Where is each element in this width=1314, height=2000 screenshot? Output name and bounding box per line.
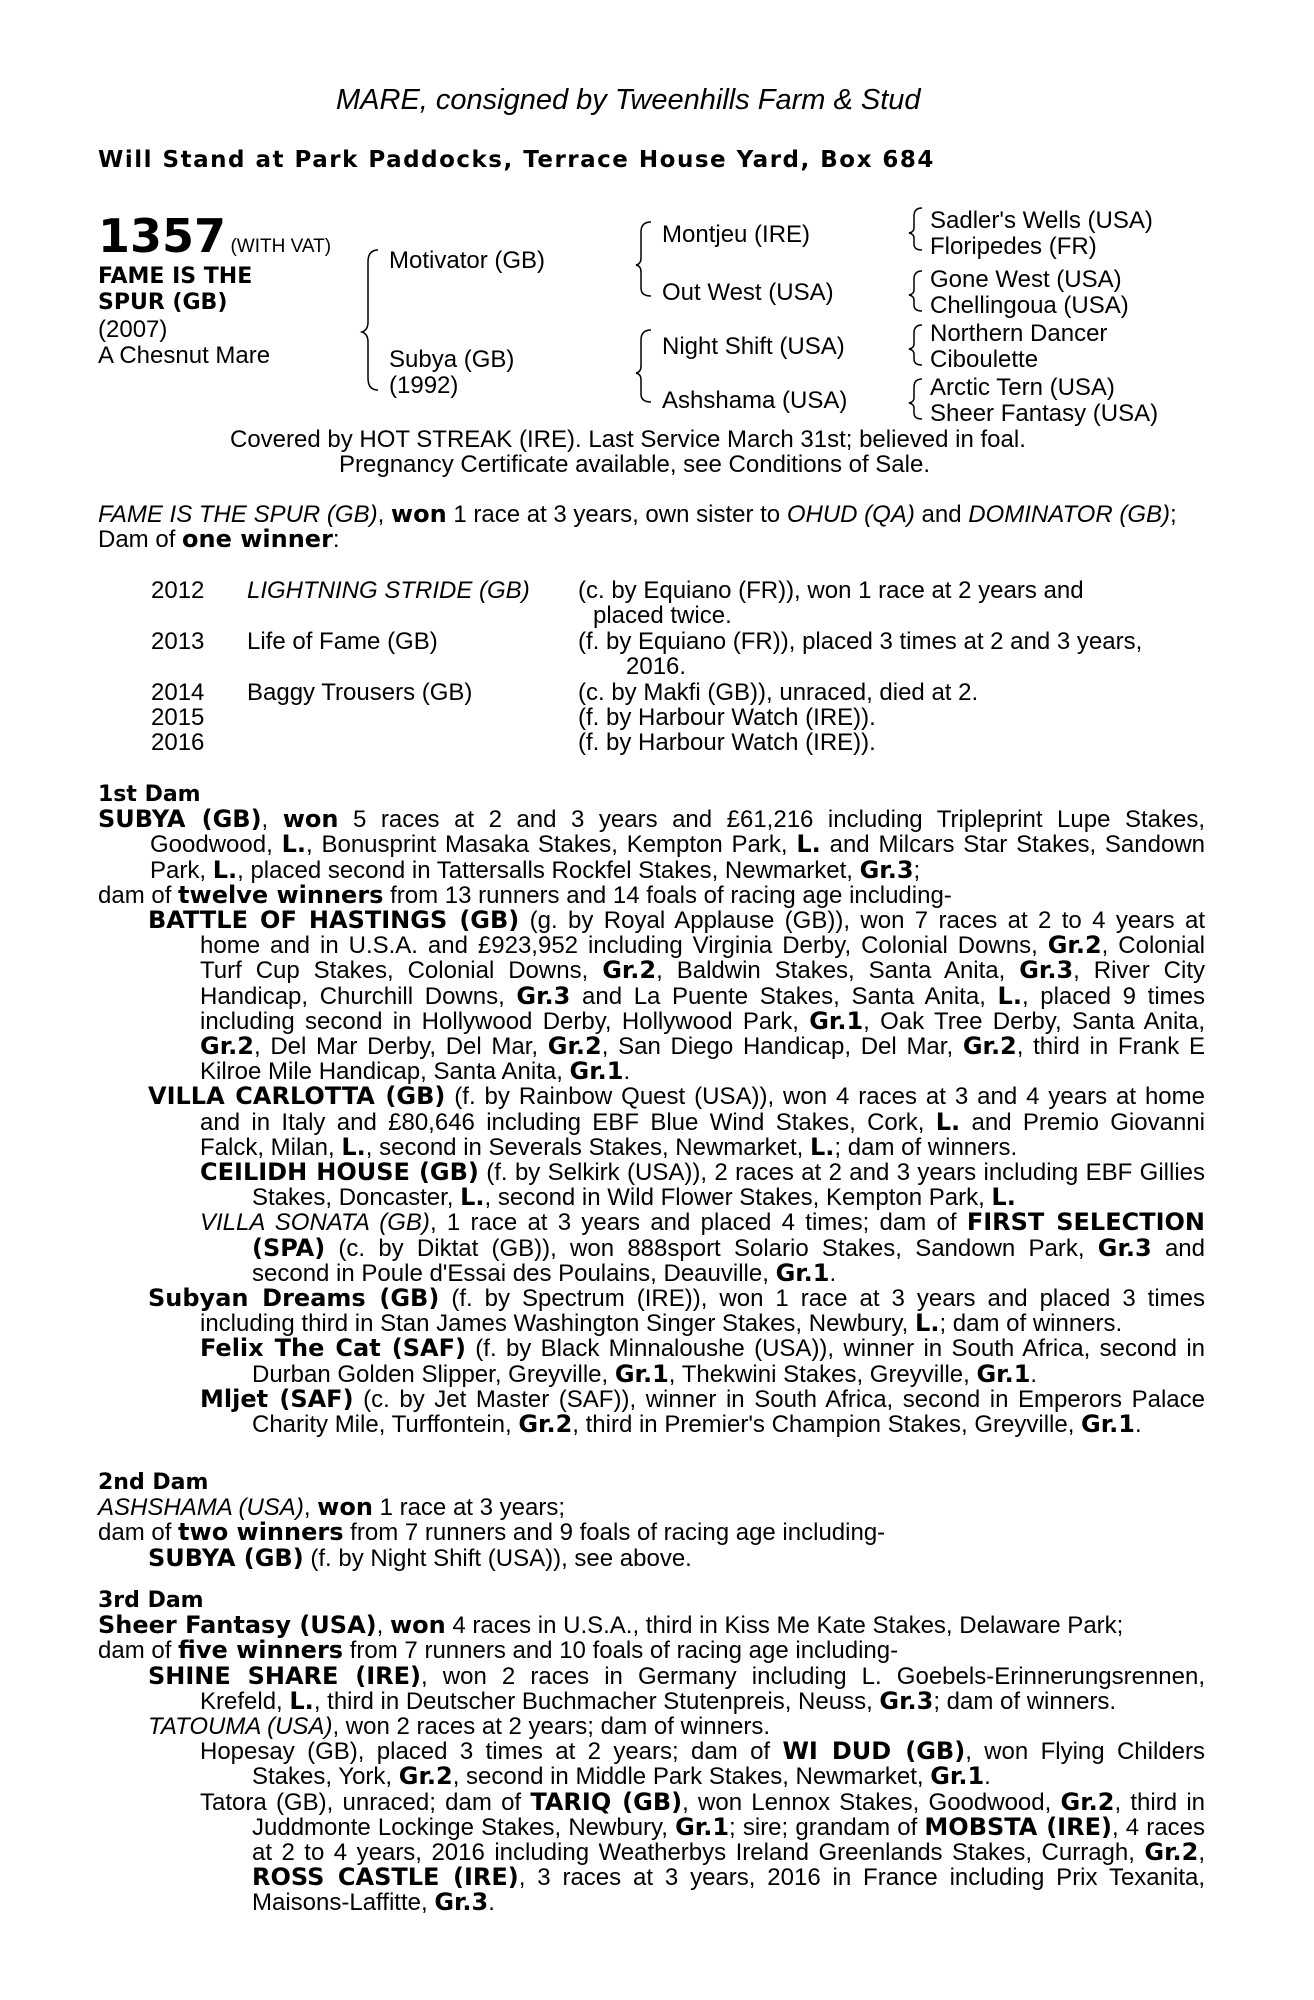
first-dam-section: 1st Dam SUBYA (GB), won 5 races at 2 and 3 years and £61,216 including Tripleprint Lupe Stakes, Goodwood, L., Bonusprint Masaka Stakes, Kempton Park, L. and Milcars Star Stakes, Sandown Park, L., placed second in Tattersalls Rockfel Stakes, Newmarket, Gr.3; dam of twelve winners from 13 runners and 14 foals of racing age including- BATTLE OF HASTINGS (GB) (g. by Royal Applause (GB)), won 7 races at 2 to 4 years at home and in U.S.A. and £923,952 including Virginia Derby, Colonial Downs, Gr.2, Colonial Turf Cup Stakes, Colonial Downs, Gr.2, Baldwin Stakes, Santa Anita, Gr.3, River City Handicap, Churchill Downs, Gr.3 and La Puente Stakes, Santa Anita, L., placed 9 times including second in Hollywood Derby, Hollywood Park, Gr.1, Oak Tree Derby, Santa Anita, Gr.2, Del Mar Derby, Del Mar, Gr.2, San Diego Handicap, Del Mar, Gr.2, third in Frank E Kilroe Mile Handicap, Santa Anita, Gr.1. VILLA CARLOTTA (GB) (f. by Rainbow Quest (USA)), won 4 races at 3 and 4 years at home and in Italy and £80,646 including EBF Blue Wind Stakes, Cork, L. and Premio Giovanni Falck, Milan, L., second in Severals Stakes, Newmarket, L.; dam of winners. CEILIDH HOUSE (GB) (f. by Selkirk (USA)), 2 races at 2 and 3 years including EBF Gillies Stakes, Doncaster, L., second in Wild Flower Stakes, Kempton Park, L. VILLA SONATA (GB), 1 race at 3 years and placed 4 times; dam of FIRST SELECTION (SPA) (c. by Diktat (GB)), won 888sport Solario Stakes, Sandown Park, Gr.3 and second in Poule d'Essai des Poulains, Deauville, Gr.1. Subyan Dreams (GB) (f. by Spectrum (IRE)), won 1 race at 3 years and placed 3 times including third in Stan James Washington Singer Stakes, Newbury, L.; dam of winners. Felix The Cat (SAF) (f. by Black Minnaloushe (USA)), winner in South Africa, second in Durban Golden Slipper, Greyville, Gr.1, Thekwini Stakes, Greyville, Gr.1. Mljet (SAF) (c. by Jet Master (SAF)), winner in South Africa, second in Emperors Palace Charity Mile, Turffontein, Gr.2, third in Premier's Champion Stakes, Greyville, Gr.1.: [98, 782, 1206, 1439]
tariq-name: TARIQ (GB): [530, 1787, 683, 1816]
felix-the-cat-name: Felix The Cat (SAF): [200, 1334, 466, 1363]
villa-carlotta-name: VILLA CARLOTTA (GB): [148, 1082, 446, 1111]
subyan-dreams-name: Subyan Dreams (GB): [148, 1284, 440, 1313]
villa-text: (f. by Rainbow Quest (USA)), won 4 races at 3 and 4 years at home and in Italy and £80,646 including EBF Blue Wind Stakes, Cork,: [200, 1083, 1205, 1136]
tatora-text: , 4 races at 2 to 4 years, 2016 including Weatherbys Ireland Greenlands Stakes, Curragh,: [252, 1813, 1205, 1867]
sire: Motivator (GB): [389, 247, 546, 274]
shine-text: , won 2 races in Germany including L. Goebels-Erinnerungsrennen, Krefeld,: [200, 1662, 1205, 1715]
tatora-text: Tatora (GB), unraced; dam of: [200, 1788, 531, 1816]
third-dam-heading: 3rd Dam: [98, 1588, 204, 1613]
grade: Gr.3: [434, 1888, 489, 1917]
tatora-end: .: [488, 1889, 495, 1917]
villa-sonata-name: VILLA SONATA (GB): [200, 1209, 430, 1237]
dam-of-end: :: [332, 526, 340, 554]
progeny-year: 2014: [151, 679, 205, 706]
grade: L.: [997, 981, 1022, 1010]
won-label: won: [390, 500, 447, 528]
tatora-text: , won Lennox Stakes, Goodwood,: [682, 1788, 1061, 1816]
gen4-3: Gone West (USA): [930, 266, 1122, 293]
intro-paragraph: FAME IS THE SPUR (GB), won 1 race at 3 years, own sister to OHUD (QA) and DOMINATOR (GB); Dam of one winner:: [98, 500, 1177, 554]
battle-text: , Baldwin Stakes, Santa Anita,: [656, 957, 1020, 985]
felix-end: .: [1030, 1360, 1038, 1388]
second-dam-section: 2nd Dam ASHSHAMA (USA), won 1 race at 3 years; dam of two winners from 7 runners and 9 foals of racing age including- SUBYA (GB) (f. by Night Shift (USA)), see above.: [98, 1470, 1205, 1571]
battle-of-hastings-name: BATTLE OF HASTINGS (GB): [148, 906, 520, 935]
grade: L.: [281, 830, 306, 859]
hopesay-text: , won Flying Childers Stakes, York,: [252, 1738, 1205, 1791]
grade: Gr.2: [1060, 1787, 1115, 1816]
stand-location: Will Stand at Park Paddocks, Terrace House Yard, Box 684: [98, 147, 935, 173]
horse-description: A Chesnut Mare: [98, 342, 271, 369]
progeny-name: Life of Fame (GB): [247, 628, 438, 655]
ceilidh-house-name: CEILIDH HOUSE (GB): [200, 1158, 479, 1187]
grade: Gr.1: [976, 1359, 1031, 1388]
grade: Gr.2: [200, 1032, 254, 1061]
tatora-text: ,: [1198, 1839, 1205, 1867]
intro-and: and: [914, 501, 969, 528]
vat-note: (WITH VAT): [230, 236, 332, 257]
ashshama-name: ASHSHAMA (USA): [98, 1494, 304, 1522]
battle-text: , Colonial Turf Cup Stakes, Colonial Downs,: [200, 932, 1205, 985]
dam-year: (1992): [389, 372, 459, 399]
ceilidh-text: , second in Wild Flower Stakes, Kempton Park,: [484, 1184, 992, 1212]
covered-line2: Pregnancy Certificate available, see Conditions of Sale.: [339, 451, 930, 478]
grade: Gr.2: [518, 1410, 573, 1439]
gen4-8: Sheer Fantasy (USA): [930, 400, 1159, 427]
progeny-year: 2015: [151, 704, 205, 731]
sire-dam: Out West (USA): [662, 279, 834, 306]
mobsta-name: MOBSTA (IRE): [924, 1812, 1112, 1841]
ceilidh-text: (f. by Selkirk (USA)), 2 races at 2 and 3 years including EBF Gillies Stakes, Doncaster,: [252, 1159, 1205, 1212]
subyan-text: ; dam of winners.: [939, 1310, 1123, 1338]
battle-text: (g. by Royal Applause (GB)), won 7 races at 2 to 4 years at home and in U.S.A. and £923,952 including Virginia Derby, Colonial Downs,: [200, 907, 1205, 960]
subya-text: and Milcars Star Stakes, Sandown Park,: [150, 831, 1205, 884]
grade: Gr.2: [602, 956, 657, 985]
ross-castle-name: ROSS CASTLE (IRE): [252, 1863, 519, 1892]
consignor-title: MARE, consigned by Tweenhills Farm & Stud: [336, 84, 921, 116]
dam: Subya (GB): [389, 346, 515, 373]
gen4-6: Ciboulette: [930, 346, 1039, 373]
covered-line1: Covered by HOT STREAK (IRE). Last Service March 31st; believed in foal.: [230, 426, 1026, 453]
progeny-year: 2016: [151, 729, 205, 756]
dam-sire: Night Shift (USA): [662, 333, 845, 360]
won-label: won: [389, 1611, 446, 1640]
progeny-details: (c. by Equiano (FR)), won 1 race at 2 years and: [578, 577, 1084, 604]
sibling-ohud: OHUD (QA): [786, 501, 915, 528]
grade: L.: [809, 1132, 835, 1161]
wi-dud-name: WI DUD (GB): [782, 1737, 966, 1766]
grade: Gr.1: [1081, 1410, 1135, 1439]
won-label: won: [317, 1493, 373, 1522]
progeny-year: 2012: [151, 577, 205, 604]
battle-text: and La Puente Stakes, Santa Anita,: [570, 982, 998, 1010]
grade: Gr.1: [614, 1359, 669, 1388]
grade: Gr.3: [516, 981, 571, 1010]
intro-text: 1 race at 3 years, own sister to: [446, 501, 787, 528]
gen4-4: Chellingoua (USA): [930, 292, 1129, 319]
won-label: won: [282, 805, 339, 834]
grade: Gr.3: [859, 855, 914, 884]
villa-text: and Premio Giovanni Falck, Milan,: [200, 1108, 1205, 1161]
tatouma-text: , won 2 races at 2 years; dam of winners.: [332, 1713, 770, 1741]
mljet-text: (c. by Jet Master (SAF)), winner in South Africa, second in Emperors Palace Charity Mile, Turffontein,: [252, 1385, 1205, 1439]
grade: Gr.2: [962, 1032, 1017, 1061]
felix-text: , Thekwini Stakes, Greyville,: [668, 1360, 977, 1388]
gen4-2: Floripedes (FR): [930, 233, 1097, 260]
grade: L.: [935, 1107, 961, 1136]
dam-of-text: from 7 runners and 10 foals of racing age including-: [343, 1637, 899, 1665]
subya-name: SUBYA (GB): [148, 1543, 304, 1572]
grade: Gr.1: [775, 1258, 830, 1287]
third-dam-section: 3rd Dam Sheer Fantasy (USA), won 4 races in U.S.A., third in Kiss Me Kate Stakes, Delaware Park; dam of five winners from 7 runners and 10 foals of racing age including- SHINE SHARE (IRE), won 2 races in Germany including L. Goebels-Erinnerungsrennen, Krefeld, L., third in Deutscher Buchmacher Stutenpreis, Neuss, Gr.3; dam of winners. TATOUMA (USA), won 2 races at 2 years; dam of winners. Hopesay (GB), placed 3 times at 2 years; dam of WI DUD (GB), won Flying Childers Stakes, York, Gr.2, second in Middle Park Stakes, Newmarket, Gr.1. Tatora (GB), unraced; dam of TARIQ (GB), won Lennox Stakes, Goodwood, Gr.2, third in Juddmonte Lockinge Stakes, Newbury, Gr.1; sire; grandam of MOBSTA (IRE), 4 races at 2 to 4 years, 2016 including Weatherbys Ireland Greenlands Stakes, Curragh, Gr.2, ROSS CASTLE (IRE), 3 races at 3 years, 2016 in France including Prix Texanita, Maisons-Laffitte, Gr.3.: [98, 1588, 1205, 1917]
grade: L.: [991, 1183, 1016, 1212]
gen4-7: Arctic Tern (USA): [930, 374, 1115, 401]
mljet-end: .: [1134, 1411, 1142, 1439]
second-dam-heading: 2nd Dam: [98, 1470, 209, 1495]
battle-text: , River City Handicap, Churchill Downs,: [200, 957, 1206, 1010]
progeny-name: Baggy Trousers (GB): [247, 679, 473, 706]
battle-text: , Oak Tree Derby, Santa Anita,: [863, 1007, 1205, 1035]
grade: L.: [460, 1183, 485, 1212]
tatouma-name: TATOUMA (USA): [148, 1713, 333, 1741]
dam-dam: Ashshama (USA): [662, 387, 848, 414]
progeny-details-cont: 2016.: [626, 653, 687, 680]
subya-text: , Bonusprint Masaka Stakes, Kempton Park,: [305, 831, 797, 859]
grade: Gr.3: [1097, 1233, 1152, 1262]
subyan-text: (f. by Spectrum (IRE)), won 1 race at 3 years and placed 3 times including third in Stan James Washington Singer Stakes, Newbury,: [200, 1285, 1206, 1338]
sonata-text: , 1 race at 3 years and placed 4 times; dam of: [429, 1209, 967, 1237]
progeny-name: LIGHTNING STRIDE (GB): [247, 577, 530, 604]
grade: L.: [796, 830, 821, 859]
dam-of-bold: two winners: [178, 1518, 344, 1547]
sonata-text: and second in Poule d'Essai des Poulains, Deauville,: [252, 1234, 1205, 1287]
gen4-1: Sadler's Wells (USA): [930, 207, 1153, 234]
lot-number: 1357: [98, 209, 227, 263]
dam-of-bold: twelve winners: [178, 880, 384, 909]
intro-end: ;: [1170, 501, 1177, 528]
dam-of-text: from 7 runners and 9 foals of racing age including-: [343, 1519, 886, 1547]
dam-of-text: dam of: [98, 1637, 179, 1665]
dam-of-text: from 13 runners and 14 foals of racing age including-: [383, 881, 952, 909]
battle-text: , placed 9 times including second in Hollywood Derby, Hollywood Park,: [200, 982, 1205, 1035]
grade: Gr.2: [547, 1032, 602, 1061]
grade: Gr.3: [1019, 956, 1074, 985]
subya-text: , placed second in Tattersalls Rockfel Stakes, Newmarket,: [237, 856, 860, 884]
progeny-details: (f. by Harbour Watch (IRE)).: [578, 729, 876, 756]
hopesay-text: , second in Middle Park Stakes, Newmarket,: [452, 1763, 931, 1791]
dam-of-bold: one winner: [182, 525, 333, 554]
mljet-name: Mljet (SAF): [200, 1384, 354, 1413]
grade: Gr.1: [930, 1762, 985, 1791]
progeny-details: (c. by Makfi (GB)), unraced, died at 2.: [578, 679, 979, 706]
progeny-details: (f. by Equiano (FR)), placed 3 times at 2 and 3 years,: [578, 628, 1143, 655]
sheer-fantasy-text: 4 races in U.S.A., third in Kiss Me Kate Stakes, Delaware Park;: [445, 1612, 1124, 1640]
tatora-text: , 3 races at 3 years, 2016 in France including Prix Texanita, Maisons-Laffitte,: [252, 1864, 1205, 1917]
grade: Gr.1: [569, 1057, 624, 1086]
first-dam-heading: 1st Dam: [98, 782, 201, 807]
subya-text: (f. by Night Shift (USA)), see above.: [303, 1544, 692, 1572]
felix-text: (f. by Black Minnaloushe (USA)), winner in South Africa, second in Durban Golden Slipper, Greyville,: [252, 1335, 1206, 1388]
grade: Gr.3: [879, 1686, 934, 1715]
mljet-text: , third in Premier's Champion Stakes, Greyville,: [572, 1411, 1082, 1439]
hopesay-end: .: [984, 1763, 991, 1791]
battle-end: .: [623, 1058, 631, 1086]
villa-text: , second in Severals Stakes, Newmarket,: [365, 1133, 810, 1161]
sibling-dominator: DOMINATOR (GB): [968, 501, 1170, 528]
subya-end: ;: [913, 856, 921, 884]
grade: L.: [212, 855, 238, 884]
horse-name-italic: FAME IS THE SPUR (GB): [98, 501, 378, 528]
dam-of-bold: five winners: [178, 1636, 344, 1665]
battle-text: , San Diego Handicap, Del Mar,: [601, 1033, 963, 1061]
ashshama-text: 1 race at 3 years;: [372, 1494, 565, 1522]
battle-text: , third in Frank E Kilroe Mile Handicap, Santa Anita,: [200, 1033, 1205, 1086]
battle-text: , Del Mar Derby, Del Mar,: [253, 1033, 548, 1061]
horse-name-line2: SPUR (GB): [98, 290, 228, 315]
dam-of-text: dam of: [98, 1519, 179, 1547]
grade: L.: [289, 1686, 314, 1715]
horse-name-line1: FAME IS THE: [98, 264, 253, 289]
grade: Gr.1: [809, 1006, 864, 1035]
sheer-fantasy-name: Sheer Fantasy (USA): [98, 1611, 377, 1640]
sire-sire: Montjeu (IRE): [662, 221, 811, 248]
gen4-5: Northern Dancer: [930, 320, 1108, 347]
shine-share-name: SHINE SHARE (IRE): [148, 1661, 421, 1690]
progeny-year: 2013: [151, 628, 205, 655]
progeny-details: (f. by Harbour Watch (IRE)).: [578, 704, 876, 731]
tatora-text: , third in Juddmonte Lockinge Stakes, Newbury,: [252, 1788, 1205, 1841]
grade: Gr.2: [1047, 931, 1102, 960]
sonata-end: .: [829, 1259, 837, 1287]
grade: Gr.2: [1144, 1838, 1199, 1867]
subya-text: 5 races at 2 and 3 years and £61,216 including Tripleprint Lupe Stakes, Goodwood,: [150, 806, 1205, 859]
dam-of-text: dam of: [98, 881, 179, 909]
grade: L.: [915, 1309, 940, 1338]
hopesay-text: Hopesay (GB), placed 3 times at 2 years; dam of: [200, 1738, 783, 1766]
grade: Gr.1: [675, 1812, 730, 1841]
first-selection-name: FIRST SELECTION (SPA): [252, 1208, 1206, 1262]
shine-text: ; dam of winners.: [933, 1687, 1117, 1715]
subya-name: SUBYA (GB): [98, 805, 262, 834]
progeny-details-cont: placed twice.: [593, 602, 732, 629]
tatora-text: ; sire; grandam of: [729, 1813, 925, 1841]
grade: Gr.2: [398, 1762, 453, 1791]
dam-of-text: Dam of: [98, 526, 183, 554]
sonata-text: (c. by Diktat (GB)), won 888sport Solario Stakes, Sandown Park,: [325, 1234, 1098, 1262]
horse-year: (2007): [98, 316, 168, 343]
shine-text: , third in Deutscher Buchmacher Stutenpreis, Neuss,: [313, 1687, 880, 1715]
grade: L.: [341, 1132, 366, 1161]
villa-text: ; dam of winners.: [834, 1133, 1018, 1161]
